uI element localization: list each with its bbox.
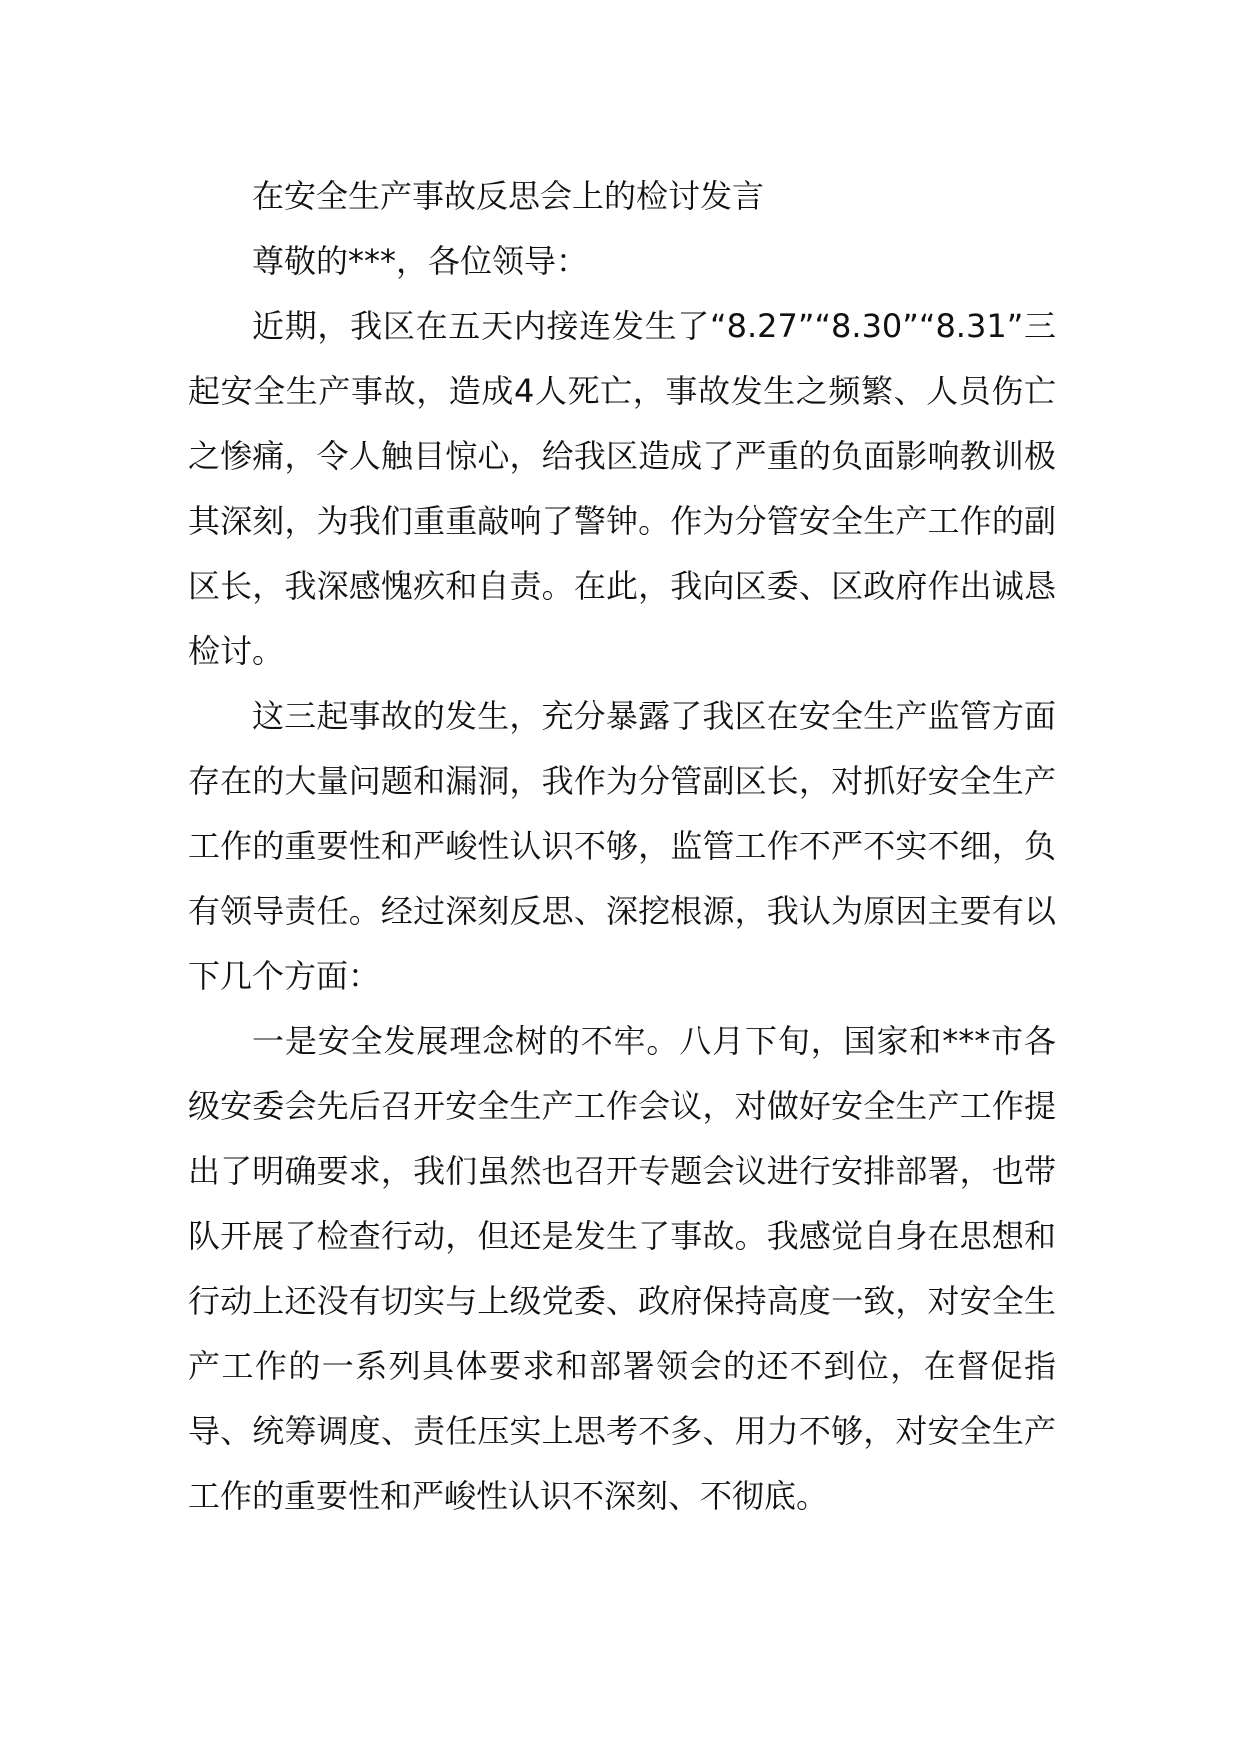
paragraph-3: 一是安全发展理念树的不牢。八月下旬，国家和***市各级安委会先后召开安全生产工作会议，对做好安全生产工作提出了明确要求，我们虽然也召开专题会议进行安排部署，也带队开展了检查行动，但还是发生了事故。我感觉自身在思想和行动上还没有切实与上级党委、政府保持高度一致，对安全生产工作的一系列具体要求和部署领会的还不到位，在督促指导、统筹调度、责任压实上思考不多、用力不够，对安全生产工作的重要性和严峻性认识不深刻、不彻底。 — [188, 1022, 1056, 1515]
paragraph-2: 这三起事故的发生，充分暴露了我区在安全生产监管方面存在的大量问题和漏洞，我作为分管副区长，对抓好安全生产工作的重要性和严峻性认识不够，监管工作不严不实不细，负有领导责任。经过深刻反思、深挖根源，我认为原因主要有以下几个方面： — [188, 697, 1056, 995]
salutation: 尊敬的***，各位领导： — [252, 242, 589, 280]
paragraph-1: 近期，我区在五天内接连发生了“8.27”“8.30”“8.31”三起安全生产事故，造成4人死亡，事故发生之频繁、人员伤亡之惨痛，令人触目惊心，给我区造成了严重的负面影响教训极其深刻，为我们重重敲响了警钟。作为分管安全生产工作的副区长，我深感愧疚和自责。在此，我向区委、区政府作出诚恳检讨。 — [188, 307, 1056, 670]
document-title: 在安全生产事故反思会上的检讨发言 — [252, 177, 765, 215]
document-body — [188, 164, 1056, 1529]
